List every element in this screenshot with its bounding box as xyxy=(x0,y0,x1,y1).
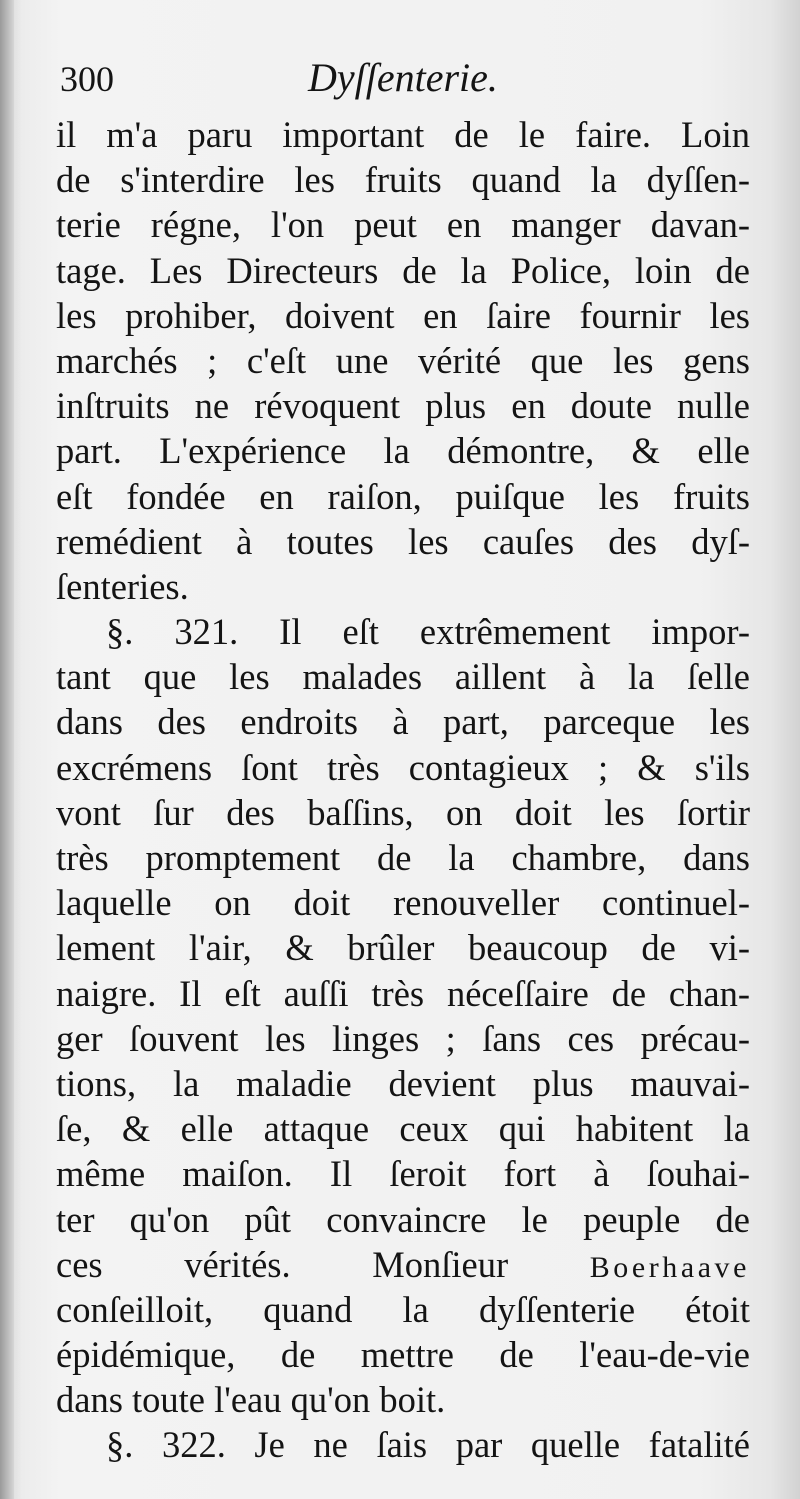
text-fragment: ces vérités. Monſieur xyxy=(56,1243,509,1285)
boerhaave-small-caps: Boerhaave xyxy=(589,1250,750,1284)
section-321-heading-line: §. 321. Il eſt extrêmement impor- xyxy=(106,611,750,653)
text-line: naigre. Il eſt auſſi très néceſſaire de chan- xyxy=(56,972,750,1014)
text-line: tions, la maladie devient plus mauvai- xyxy=(56,1062,750,1104)
text-line-with-name xyxy=(56,1242,750,1287)
text-line: ter qu'on pût convaincre le peuple de xyxy=(56,1198,750,1240)
body-text xyxy=(56,112,750,1468)
text-line: excrémens ſont très contagieux ; & s'ils xyxy=(56,746,750,788)
text-line: terie régne, l'on peut en manger davan- xyxy=(56,204,750,246)
text-line: très promptement de la chambre, dans xyxy=(56,837,750,878)
text-line: tage. Les Directeurs de la Police, loin de xyxy=(56,249,750,291)
text-line: marchés ; c'eſt une vérité que les gens xyxy=(56,339,750,381)
page-number: 300 xyxy=(60,59,114,99)
text-line: tant que les malades aillent à la ſelle xyxy=(56,656,750,698)
page-header xyxy=(60,54,750,114)
text-line: remédient à toutes les cauſes des dyſ- xyxy=(56,520,750,562)
text-line: les prohiber, doivent en ſaire fournir les xyxy=(56,294,750,336)
text-line: lement l'air, & brûler beaucoup de vi- xyxy=(56,927,750,969)
text-line: laquelle on doit renouveller continuel- xyxy=(56,882,750,924)
text-line: vont ſur des baſſins, on doit les ſortir xyxy=(56,791,750,833)
text-line: eſt fondée en raiſon, puiſque les fruits xyxy=(56,475,750,517)
running-title: Dyſſenterie. xyxy=(308,55,498,100)
text-line: même maiſon. Il ſeroit fort à ſouhai- xyxy=(56,1153,750,1195)
page-gutter-shadow xyxy=(0,0,14,1499)
text-line: ſe, & elle attaque ceux qui habitent la xyxy=(56,1108,750,1150)
text-line: inſtruits ne révoquent plus en doute nulle xyxy=(56,385,750,427)
text-line: part. L'expérience la démontre, & elle xyxy=(56,430,750,472)
text-line: ſenteries. xyxy=(56,565,189,607)
text-line: de s'interdire les fruits quand la dyſſen- xyxy=(56,159,750,201)
section-322-heading-line: §. 322. Je ne ſais par quelle fatalité xyxy=(106,1424,750,1466)
text-line: il m'a paru important de le faire. Loin xyxy=(56,114,750,155)
text-line: dans des endroits à part, parceque les xyxy=(56,701,750,743)
text-line: épidémique, de mettre de l'eau-de-vie xyxy=(56,1334,750,1376)
text-line: dans toute l'eau qu'on boit. xyxy=(56,1379,446,1421)
text-line: conſeilloit, quand la dyſſenterie étoit xyxy=(56,1288,750,1330)
text-line: ger ſouvent les linges ; ſans ces précau- xyxy=(56,1017,750,1059)
